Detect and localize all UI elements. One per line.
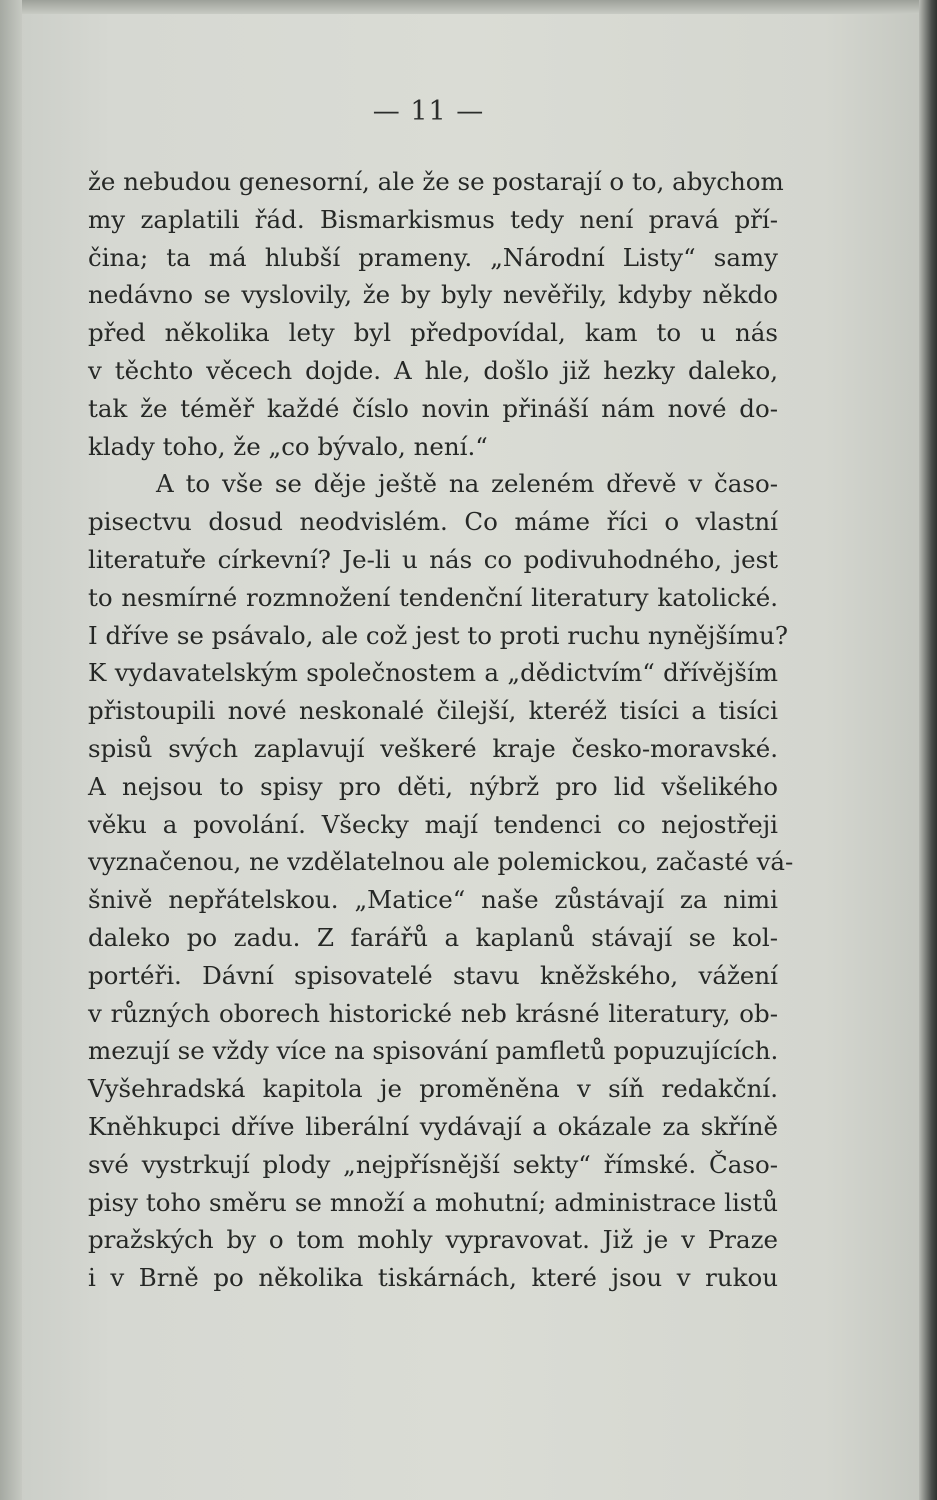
text-line: nedávno se vyslovily, že by byly nevěřily, kdyby někdo <box>88 280 778 310</box>
text-line: tak že téměř každé číslo novin přináší nám nové do- <box>88 393 778 423</box>
text-line: A to vše se děje ještě na zeleném dřevě v časo- <box>156 469 778 499</box>
text-line: vyznačenou, ne vzdělatelnou ale polemickou, začasté vá- <box>88 847 794 877</box>
page-right-edge <box>919 0 937 1500</box>
text-line: v těchto věcech dojde. A hle, došlo již hezky daleko, <box>88 355 778 385</box>
text-line: že nebudou genesorní, ale že se postarají o to, abychom <box>88 167 784 196</box>
page-left-edge <box>0 0 22 1500</box>
text-line: portéři. Dávní spisovatelé stavu kněžského, vážení <box>88 960 778 990</box>
page-number: — 11 — <box>372 96 485 127</box>
text-line: daleko po zadu. Z farářů a kaplanů stávají se kol- <box>88 922 778 952</box>
text-line: před několika lety byl předpovídal, kam to u nás <box>88 318 778 348</box>
text-line: Vyšehradská kapitola je proměněna v síň redakční. <box>88 1074 778 1104</box>
text-line: klady toho, že „co bývalo, není.“ <box>88 431 488 461</box>
text-line: pražských by o tom mohly vypravovat. Již je v Praze <box>88 1225 778 1255</box>
body-text <box>88 163 794 1297</box>
text-line: to nesmírné rozmnožení tendenční literatury katolické. <box>88 582 778 612</box>
text-line: své vystrkují plody „nejpřísnější sekty“ římské. Časo- <box>88 1149 778 1179</box>
text-line: pisy toho směru se množí a mohutní; administrace listů <box>88 1187 778 1217</box>
text-line: v různých oborech historické neb krásné literatury, ob- <box>88 998 778 1028</box>
text-line: mezují se vždy více na spisování pamfletů popuzujících. <box>88 1036 779 1066</box>
text-line: i v Brně po několika tiskárnách, které jsou v rukou <box>88 1263 778 1293</box>
text-line: Kněhkupci dříve liberální vydávají a okázale za skříně <box>88 1111 778 1141</box>
text-line: A nejsou to spisy pro děti, nýbrž pro lid všelikého <box>88 771 778 801</box>
text-line: literatuře církevní? Je-li u nás co podivuhodného, jest <box>88 544 778 574</box>
text-line: věku a povolání. Všecky mají tendenci co nejostřeji <box>88 809 778 839</box>
page-top-edge <box>0 0 937 14</box>
text-line: šnivě nepřátelskou. „Matice“ naše zůstávají za nimi <box>88 885 778 915</box>
text-line: spisů svých zaplavují veškeré kraje česko-moravské. <box>88 733 778 763</box>
text-line: my zaplatili řád. Bismarkismus tedy není pravá pří- <box>88 204 778 234</box>
text-line: čina; ta má hlubší prameny. „Národní Listy“ samy <box>88 242 778 272</box>
text-line: přistoupili nové neskonalé čilejší, kteréž tisíci a tisíci <box>88 696 778 726</box>
text-line: K vydavatelským společnostem a „dědictvím“ dřívějším <box>88 658 778 688</box>
text-line: I dříve se psávalo, ale což jest to proti ruchu nynějšímu? <box>88 620 788 650</box>
text-line: pisectvu dosud neodvislém. Co máme říci o vlastní <box>88 507 778 537</box>
